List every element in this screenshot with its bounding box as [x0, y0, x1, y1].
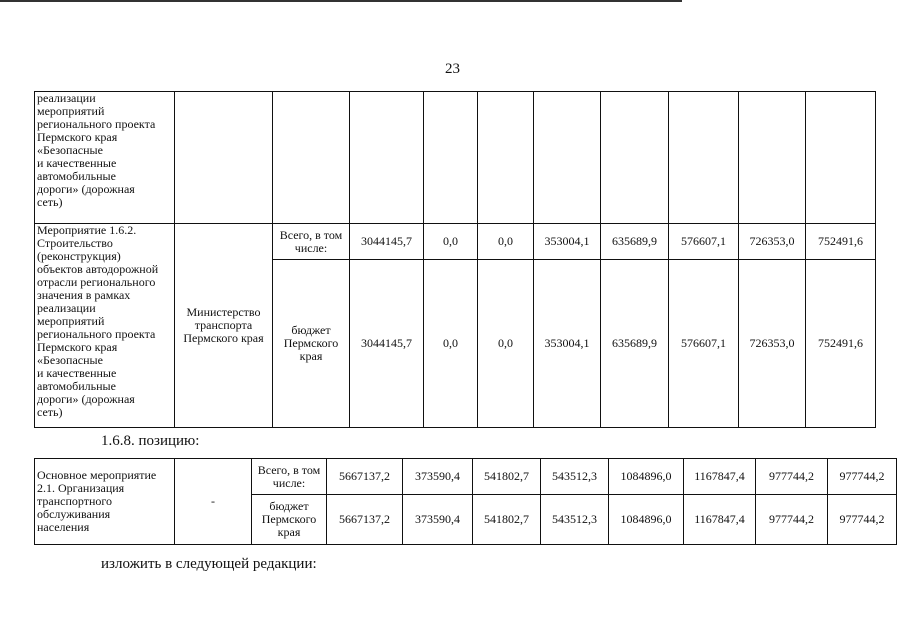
value-cell: 977744,2: [756, 459, 828, 495]
value-cell: 0,0: [478, 260, 534, 428]
value-cell: 3044145,7: [350, 224, 424, 260]
value-cell: 635689,9: [601, 260, 669, 428]
value-cell: [806, 92, 876, 224]
table-row: [35, 92, 876, 224]
value-cell: 1167847,4: [684, 459, 756, 495]
source-cell: Всего, в том числе:: [273, 224, 350, 260]
value-cell: [424, 92, 478, 224]
value-cell: 5667137,2: [327, 495, 403, 545]
table-row: [35, 224, 876, 260]
value-cell: 0,0: [478, 224, 534, 260]
value-cell: 3044145,7: [350, 260, 424, 428]
top-rule: [0, 0, 682, 2]
value-cell: 752491,6: [806, 224, 876, 260]
value-cell: 977744,2: [756, 495, 828, 545]
executor-cell: [175, 92, 273, 224]
value-cell: 543512,3: [541, 459, 609, 495]
value-cell: [669, 92, 739, 224]
position-paragraph: 1.6.8. позицию:: [101, 433, 200, 449]
page-number: 23: [445, 61, 460, 77]
edit-paragraph: изложить в следующей редакции:: [101, 556, 317, 572]
value-cell: 576607,1: [669, 224, 739, 260]
value-cell: 726353,0: [739, 224, 806, 260]
executor-cell: Министерство транспорта Пермского края: [175, 224, 273, 428]
program-table-position: [34, 458, 897, 545]
value-cell: 576607,1: [669, 260, 739, 428]
value-cell: [350, 92, 424, 224]
source-cell: бюджет Пермского края: [273, 260, 350, 428]
value-cell: [739, 92, 806, 224]
program-table-continuation: [34, 91, 876, 428]
value-cell: 5667137,2: [327, 459, 403, 495]
value-cell: 373590,4: [403, 495, 473, 545]
value-cell: 541802,7: [473, 459, 541, 495]
table-row: [35, 459, 897, 495]
value-cell: 0,0: [424, 260, 478, 428]
value-cell: 353004,1: [534, 224, 601, 260]
value-cell: 1084896,0: [609, 495, 684, 545]
value-cell: 1167847,4: [684, 495, 756, 545]
value-cell: 373590,4: [403, 459, 473, 495]
source-cell: бюджет Пермского края: [252, 495, 327, 545]
value-cell: 353004,1: [534, 260, 601, 428]
value-cell: 1084896,0: [609, 459, 684, 495]
value-cell: [478, 92, 534, 224]
value-cell: [601, 92, 669, 224]
value-cell: 726353,0: [739, 260, 806, 428]
value-cell: 752491,6: [806, 260, 876, 428]
measure-name-cell: Основное мероприятие 2.1. Организация транспортного обслуживания населения: [35, 459, 175, 545]
measure-name-cell: реализации мероприятий регионального проекта Пермского края «Безопасные и качественные автомобильные дороги» (дорожная сеть): [35, 92, 175, 224]
executor-cell: -: [175, 459, 252, 545]
value-cell: 543512,3: [541, 495, 609, 545]
source-cell: [273, 92, 350, 224]
value-cell: 0,0: [424, 224, 478, 260]
value-cell: [534, 92, 601, 224]
value-cell: 977744,2: [828, 459, 897, 495]
source-cell: Всего, в том числе:: [252, 459, 327, 495]
value-cell: 635689,9: [601, 224, 669, 260]
value-cell: 977744,2: [828, 495, 897, 545]
value-cell: 541802,7: [473, 495, 541, 545]
measure-name-cell: Мероприятие 1.6.2. Строительство (реконструкция) объектов автодорожной отрасли регионального значения в рамках реализации мероприятий регионального проекта Пермского края «Безопасные и качественные автомобильные дороги» (дорожная сеть): [35, 224, 175, 428]
